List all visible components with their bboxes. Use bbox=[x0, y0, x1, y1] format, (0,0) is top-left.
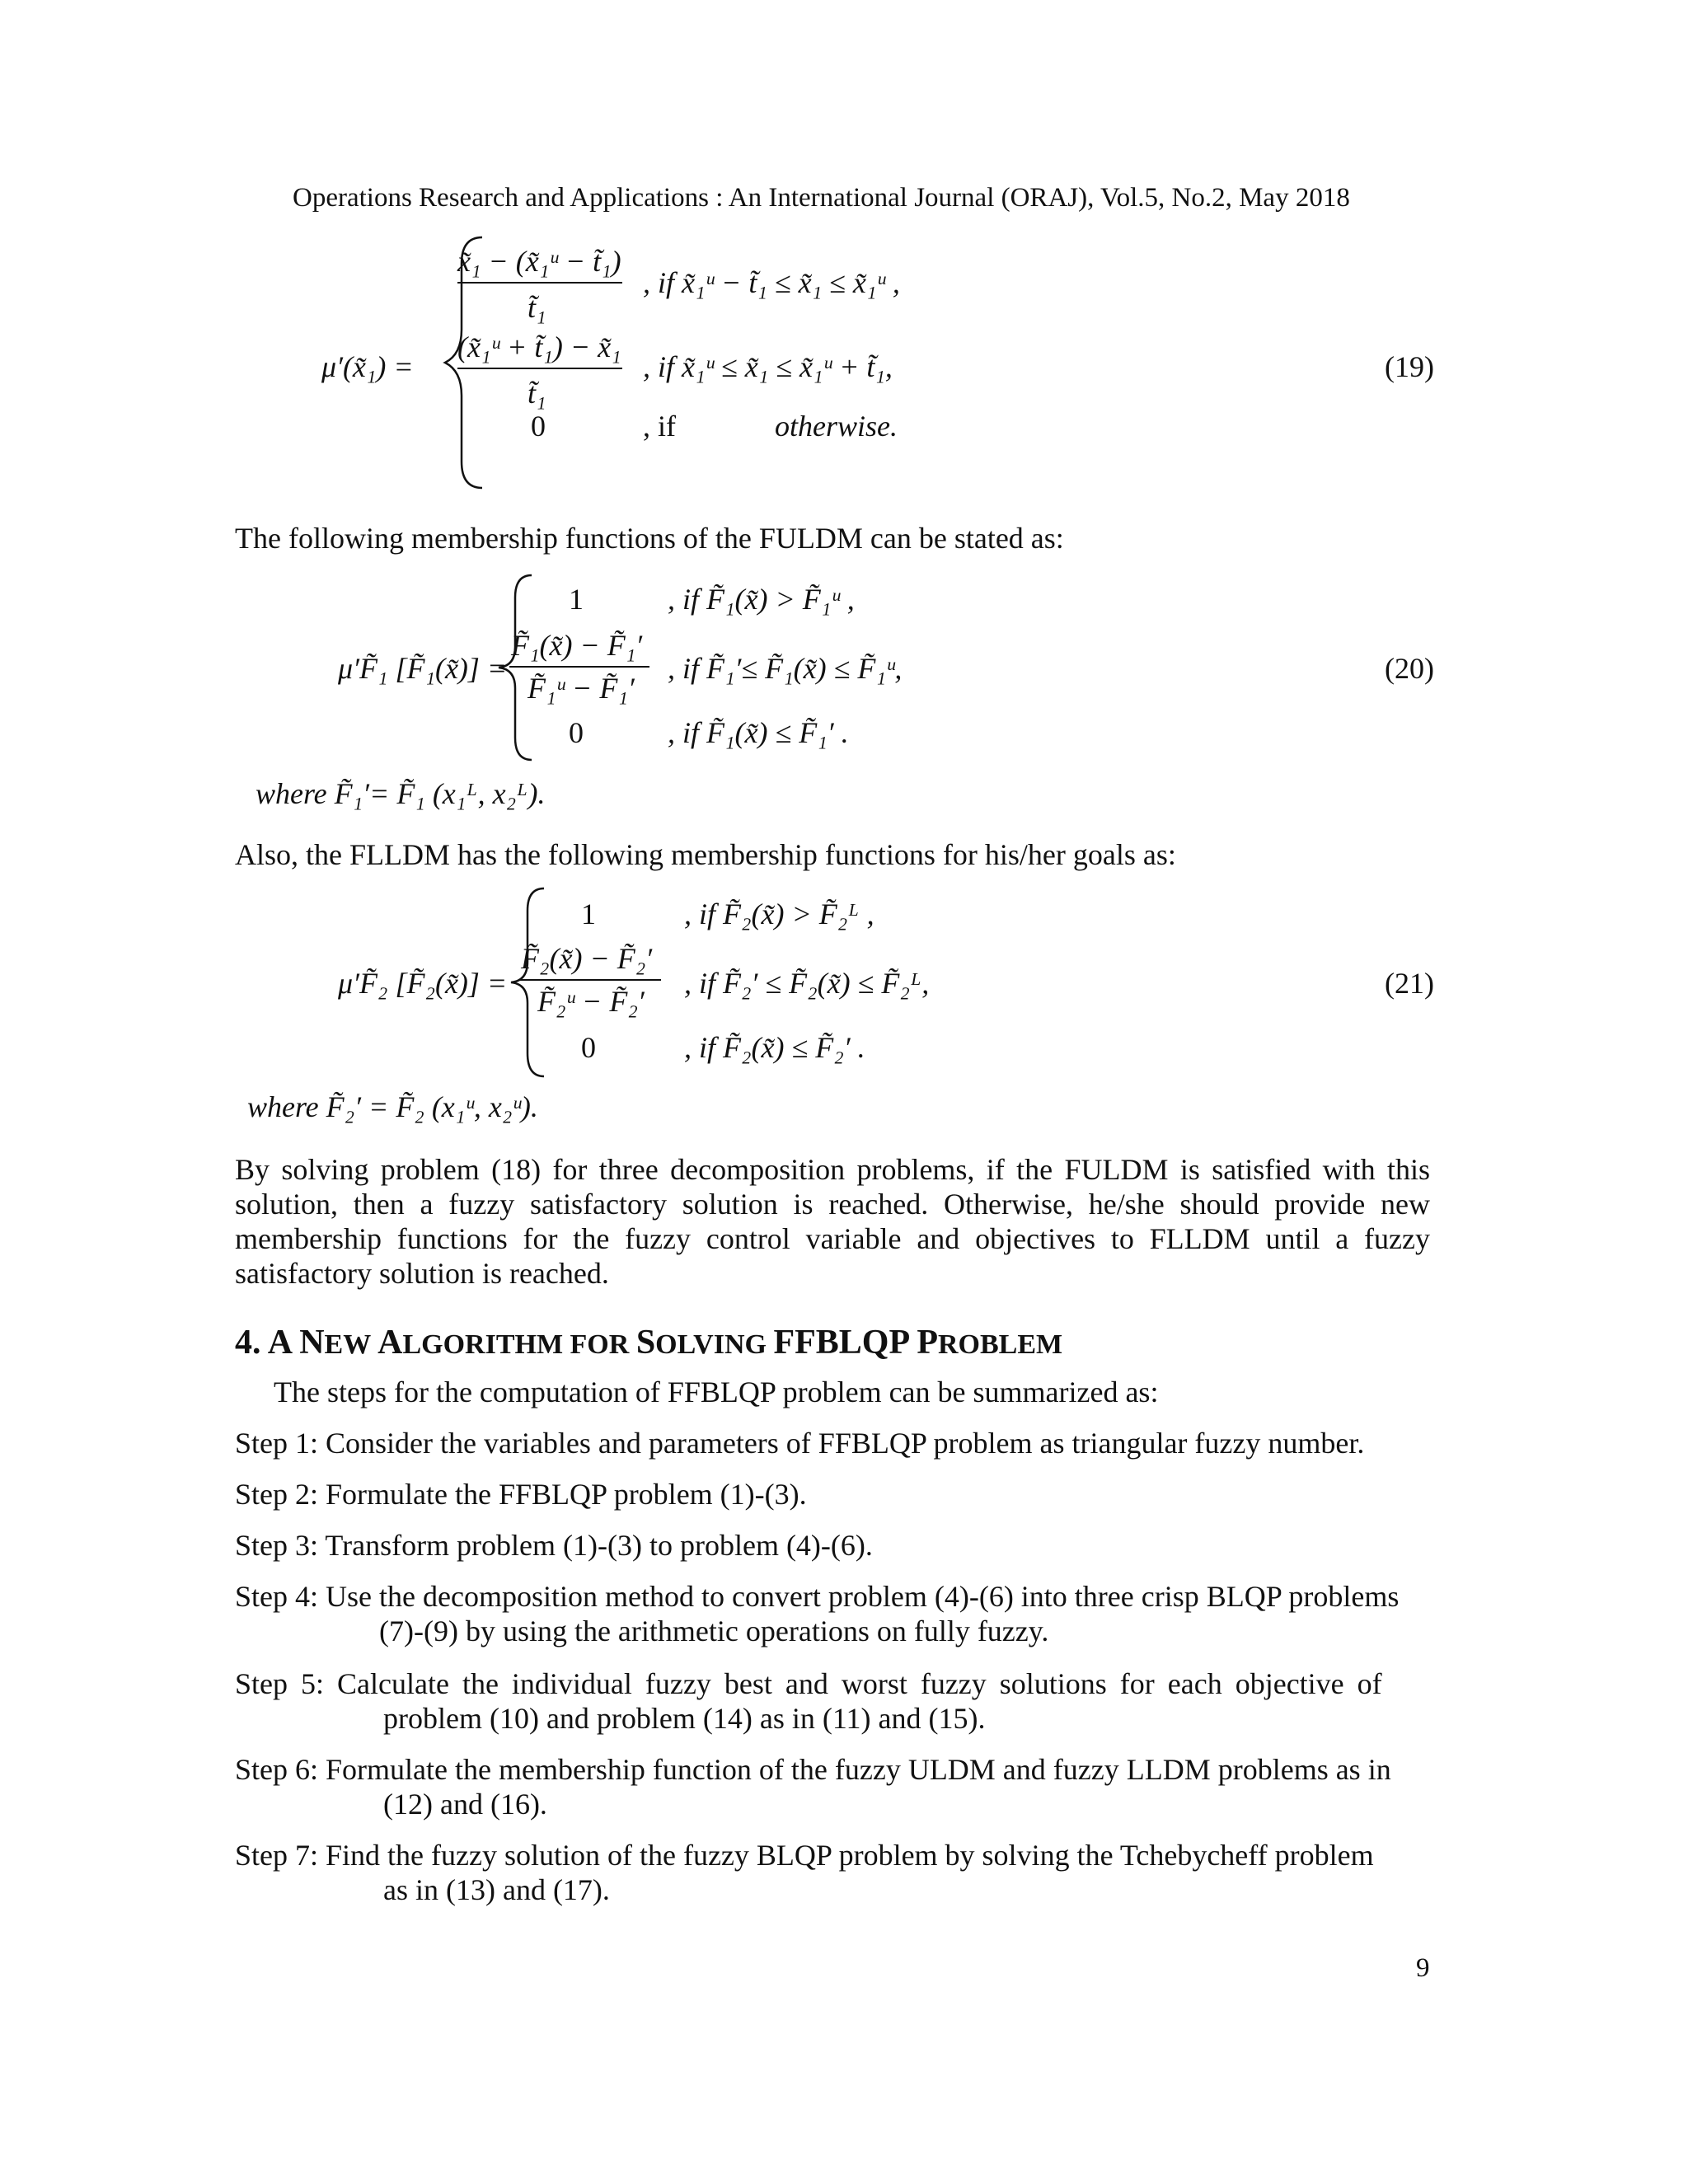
eq20-case2-fraction-bar bbox=[509, 666, 649, 668]
eq19-case3-value: 0 bbox=[531, 410, 546, 443]
eq20-case1-condition: , if F̃₁(x̃) > F̃₁ᵘ , bbox=[668, 583, 855, 616]
eq20-case2-condition: , if F̃₁′≤ F̃₁(x̃) ≤ F̃₁ᵘ, bbox=[668, 652, 903, 685]
eq21-case1-value: 1 bbox=[581, 898, 596, 930]
step-6 bbox=[235, 1752, 1430, 1821]
step-text-continued: problem (10) and problem (14) as in (11) and (15). bbox=[383, 1702, 986, 1735]
step-text: Consider the variables and parameters of FFBLQP problem as triangular fuzzy number. bbox=[326, 1427, 1365, 1460]
step-label: Step 6: bbox=[235, 1753, 319, 1786]
eq19-lhs: μ′(x̃₁) = bbox=[321, 350, 414, 383]
eq21-case3-condition: , if F̃₂(x̃) ≤ F̃₂′ . bbox=[684, 1031, 865, 1064]
section-heading bbox=[235, 1323, 1062, 1362]
heading-part: N bbox=[299, 1324, 325, 1361]
eq21-where: where F̃₂′ = F̃₂ (x₁ᵘ, x₂ᵘ). bbox=[247, 1090, 538, 1123]
eq21-case2-condition: , if F̃₂′ ≤ F̃₂(x̃) ≤ F̃₂ᴸ, bbox=[684, 967, 930, 1000]
heading-part: A bbox=[377, 1324, 403, 1361]
step-5 bbox=[235, 1666, 1430, 1736]
eq19-case1-numerator: x̃₁ − (x̃₁ᵘ − t̃₁) bbox=[457, 245, 621, 278]
steps-intro: The steps for the computation of FFBLQP problem can be summarized as: bbox=[274, 1376, 1159, 1408]
heading-part: FFBLQP P bbox=[773, 1324, 938, 1361]
heading-part: LGORITHM FOR bbox=[402, 1329, 636, 1360]
step-text: Find the fuzzy solution of the fuzzy BLQP problem by solving the Tchebycheff problem bbox=[326, 1839, 1374, 1872]
heading-part: OLVING bbox=[655, 1329, 774, 1360]
heading-part: EW bbox=[324, 1329, 378, 1360]
step-2 bbox=[235, 1477, 807, 1511]
step-label: Step 3: bbox=[235, 1529, 319, 1562]
step-label: Step 7: bbox=[235, 1839, 319, 1872]
page-number: 9 bbox=[1416, 1953, 1430, 1983]
eq19-case1-condition: , if x̃₁ᵘ − t̃₁ ≤ x̃₁ ≤ x̃₁ᵘ , bbox=[643, 266, 900, 299]
step-label: Step 4: bbox=[235, 1580, 319, 1613]
eq19-case2-numerator: (x̃₁ᵘ + t̃₁) − x̃₁ bbox=[457, 330, 621, 363]
step-label: Step 5: bbox=[235, 1667, 325, 1700]
heading-part: A bbox=[267, 1324, 300, 1361]
step-text: Formulate the FFBLQP problem (1)-(3). bbox=[326, 1478, 807, 1511]
heading-part: S bbox=[635, 1324, 656, 1361]
eq20-where: where F̃₁′= F̃₁ (x₁ᴸ, x₂ᴸ). bbox=[256, 777, 546, 810]
fuldm-intro: The following membership functions of the FULDM can be stated as: bbox=[235, 522, 1064, 555]
eq21-case2-denominator: F̃₂ᵘ − F̃₂′ bbox=[537, 985, 645, 1018]
equation-number-20: (20) bbox=[1385, 652, 1434, 685]
step-text-continued: (7)-(9) by using the arithmetic operations on fully fuzzy. bbox=[379, 1615, 1049, 1647]
equation-number-21: (21) bbox=[1385, 967, 1434, 1000]
eq19-case3-if: , if bbox=[643, 410, 676, 443]
step-4 bbox=[235, 1579, 1430, 1648]
eq19-case2-fraction-bar bbox=[457, 368, 622, 369]
eq21-case2-numerator: F̃₂(x̃) − F̃₂′ bbox=[521, 942, 653, 975]
flldm-intro: Also, the FLLDM has the following membership functions for his/her goals as: bbox=[235, 838, 1176, 871]
section-number: 4. bbox=[235, 1324, 268, 1361]
eq21-case3-value: 0 bbox=[581, 1031, 596, 1064]
running-header: Operations Research and Applications : An International Journal (ORAJ), Vol.5, No.2, May 2018 bbox=[293, 183, 1350, 213]
step-7 bbox=[235, 1838, 1430, 1907]
eq20-lhs: μ′F̃₁ [F̃₁(x̃)] = bbox=[338, 652, 508, 685]
eq19-case3-condition: otherwise. bbox=[775, 410, 898, 443]
step-text: Calculate the individual fuzzy best and worst fuzzy solutions for each objective of bbox=[337, 1667, 1382, 1700]
equation-number-19: (19) bbox=[1385, 350, 1434, 383]
eq21-lhs: μ′F̃₂ [F̃₂(x̃)] = bbox=[338, 967, 508, 1000]
step-text: Formulate the membership function of the fuzzy ULDM and fuzzy LLDM problems as in bbox=[326, 1753, 1391, 1786]
eq20-case2-denominator: F̃₁ᵘ − F̃₁′ bbox=[528, 672, 635, 705]
eq20-case3-condition: , if F̃₁(x̃) ≤ F̃₁′ . bbox=[668, 716, 849, 749]
step-3 bbox=[235, 1528, 873, 1563]
eq21-case2-fraction-bar bbox=[519, 979, 661, 981]
eq19-case1-denominator: t̃₁ bbox=[528, 291, 546, 324]
step-label: Step 2: bbox=[235, 1478, 319, 1511]
step-text-continued: as in (13) and (17). bbox=[383, 1873, 610, 1906]
eq19-case2-condition: , if x̃₁ᵘ ≤ x̃₁ ≤ x̃₁ᵘ + t̃₁, bbox=[643, 350, 893, 383]
step-text-continued: (12) and (16). bbox=[383, 1788, 547, 1821]
eq20-case1-value: 1 bbox=[569, 583, 584, 616]
eq20-case2-numerator: F̃₁(x̃) − F̃₁′ bbox=[511, 629, 643, 662]
eq19-case2-denominator: t̃₁ bbox=[528, 377, 546, 410]
eq20-case3-value: 0 bbox=[569, 716, 584, 749]
eq21-case1-condition: , if F̃₂(x̃) > F̃₂ᴸ , bbox=[684, 898, 874, 930]
step-text: Use the decomposition method to convert problem (4)-(6) into three crisp BLQP problems bbox=[326, 1580, 1400, 1613]
solving-paragraph: By solving problem (18) for three decomposition problems, if the FULDM is satisfied with this solution, then a fuzzy satisfactory solution is reached. Otherwise, he/she should provide new membership functions for the fuzzy control variable and objectives to FLLDM until a fuzzy satisfactory solution is reached. bbox=[235, 1153, 1430, 1290]
eq19-case1-fraction-bar bbox=[457, 282, 622, 284]
heading-part: ROBLEM bbox=[937, 1329, 1063, 1360]
step-label: Step 1: bbox=[235, 1427, 319, 1460]
step-1 bbox=[235, 1426, 1364, 1460]
step-text: Transform problem (1)-(3) to problem (4)-(6). bbox=[325, 1529, 873, 1562]
